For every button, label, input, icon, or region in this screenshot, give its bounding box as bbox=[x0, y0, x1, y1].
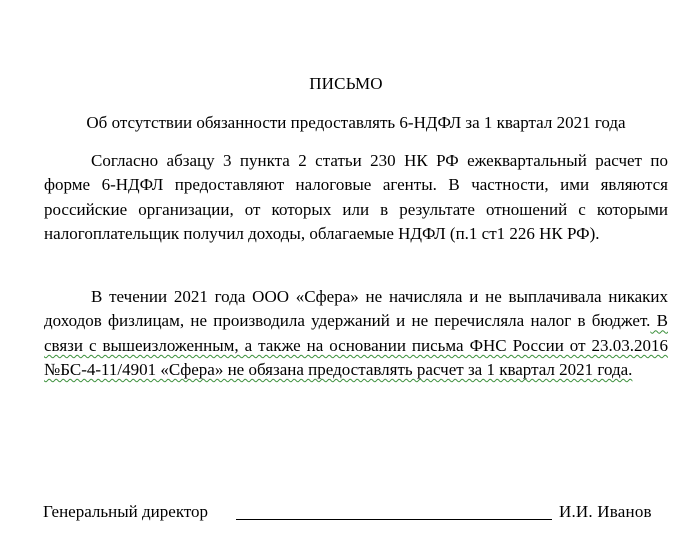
document-subject: Об отсутствии обязанности предоставлять 6-НДФЛ за 1 квартал 2021 года bbox=[86, 113, 626, 132]
signature-line bbox=[236, 519, 552, 520]
signatory-name: И.И. Иванов bbox=[559, 502, 652, 521]
paragraph-2-part-1: В течении 2021 года ООО «Сфера» не начисляла и не выплачивала никаких доходов физлицам, не производила удержаний и не перечисляла налог в бюджет. bbox=[44, 287, 668, 331]
document-title: ПИСЬМО bbox=[309, 74, 383, 93]
signatory-role: Генеральный директор bbox=[43, 502, 209, 521]
signature-block bbox=[43, 502, 663, 524]
paragraph-2-part-2-grammar-flagged: В связи с вышеизложенным, а также на основании письма ФНС России от 23.03.2016 №БС-4-11/4901 «Сфера» не обязана предоставлять расчет за 1 квартал 2021 года. bbox=[44, 311, 668, 380]
paragraph-1: Согласно абзацу 3 пункта 2 статьи 230 НК РФ ежеквартальный расчет по форме 6-НДФЛ предоставляют налоговые агенты. В частности, ими являются российские организации, от которых или в результате отношений с которыми налогоплательщик получил доходы, облагаемые НДФЛ (п.1 ст1 226 НК РФ). bbox=[44, 151, 668, 244]
paragraph-2 bbox=[44, 285, 668, 383]
